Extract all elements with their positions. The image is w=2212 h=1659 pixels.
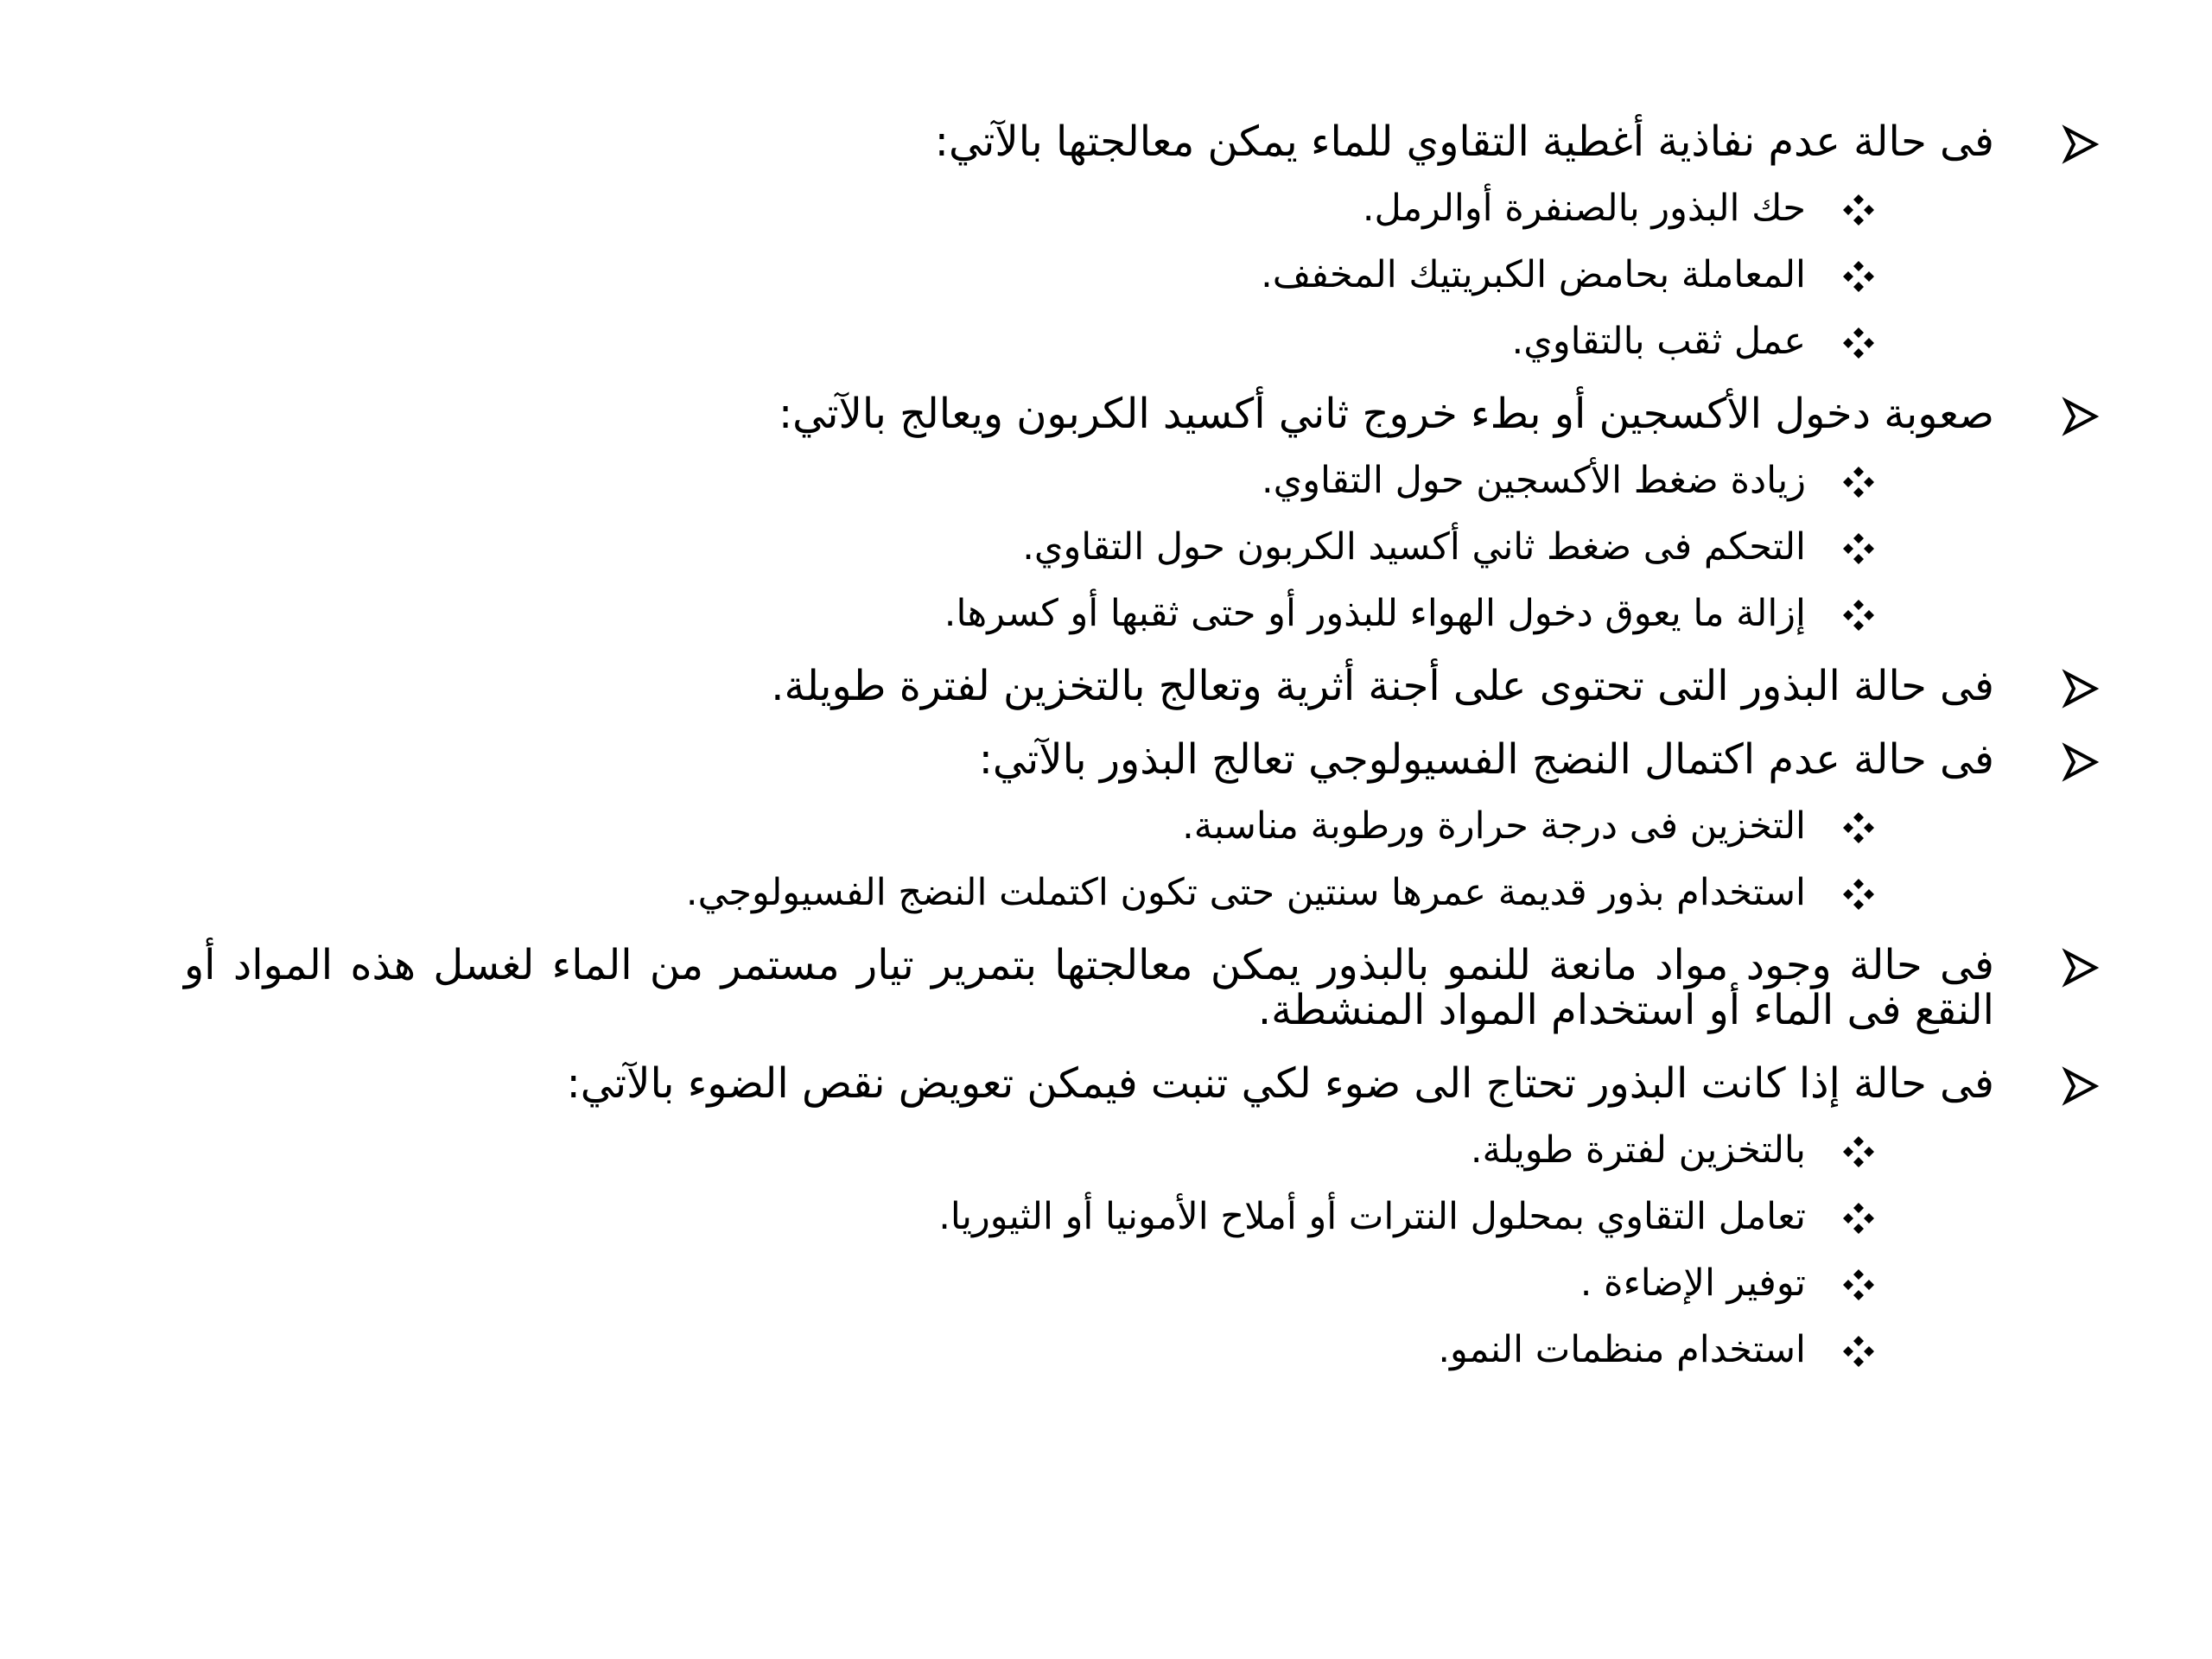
arrowhead-bullet-icon: [2059, 946, 2102, 989]
sub-bullet-item: [184, 253, 1994, 296]
diamond-bullet-icon: [1840, 257, 1878, 296]
sub-bullet-item: [184, 459, 1994, 502]
sub-bullet-text: زيادة ضغط الأكسجين حول التقاوي.: [1261, 459, 1806, 502]
diamond-bullet-icon: [1840, 530, 1878, 568]
main-bullet-item: [184, 943, 2102, 1033]
diamond-bullet-icon: [1840, 463, 1878, 501]
main-bullet-text: فى حالة البذور التى تحتوى على أجنة أثرية وتعالج بالتخزين لفترة طويلة.: [771, 662, 1994, 710]
sub-bullet-text: استخدام بذور قديمة عمرها سنتين حتى تكون اكتملت النضج الفسيولوجي.: [685, 871, 1806, 914]
sub-bullet-item: [184, 804, 1994, 848]
diamond-bullet-icon: [1840, 191, 1878, 229]
sub-bullet-text: عمل ثقب بالتقاوي.: [1511, 320, 1806, 363]
sub-bullet-text: بالتخزين لفترة طويلة.: [1470, 1128, 1806, 1172]
sub-bullet-item: [184, 525, 1994, 569]
sub-bullet-item: [184, 1262, 1994, 1305]
main-bullet-text: فى حالة إذا كانت البذور تحتاج الى ضوء لكي تنبت فيمكن تعويض نقص الضوء بالآتي:: [566, 1059, 1994, 1108]
sub-bullet-text: التحكم فى ضغط ثاني أكسيد الكربون حول التقاوي.: [1022, 525, 1806, 569]
main-bullet-item: [184, 119, 2102, 363]
diamond-bullet-icon: [1840, 1332, 1878, 1370]
sub-bullet-text: تعامل التقاوي بمحلول النترات أو أملاح الأمونيا أو الثيوريا.: [938, 1195, 1806, 1238]
sub-bullet-item: [184, 187, 1994, 230]
sub-bullet-list: [184, 459, 1994, 635]
arrowhead-bullet-icon: [2059, 1065, 2102, 1108]
sub-bullet-text: إزالة ما يعوق دخول الهواء للبذور أو حتى ثقبها أو كسرها.: [944, 592, 1806, 635]
sub-bullet-item: [184, 1128, 1994, 1172]
sub-bullet-list: [184, 187, 1994, 363]
diamond-bullet-icon: [1840, 1133, 1878, 1171]
diamond-bullet-icon: [1840, 875, 1878, 913]
main-bullet-item: [184, 664, 2102, 709]
arrowhead-bullet-icon: [2059, 667, 2102, 710]
arrowhead-bullet-icon: [2059, 741, 2102, 784]
bullet-list: [184, 119, 2102, 1371]
main-bullet-item: [184, 391, 2102, 635]
sub-bullet-list: [184, 804, 1994, 914]
sub-bullet-text: استخدام منظمات النمو.: [1438, 1328, 1806, 1371]
main-bullet-text: فى حالة وجود مواد مانعة للنمو بالبذور يمكن معالجتها بتمرير تيار مستمر من الماء لغسل هذه المواد أو النقع فى الماء أو استخدام المواد المنشطة.: [184, 941, 1994, 1034]
sub-bullet-item: [184, 871, 1994, 914]
arrowhead-bullet-icon: [2059, 123, 2102, 166]
main-bullet-item: [184, 1061, 2102, 1371]
sub-bullet-item: [184, 1328, 1994, 1371]
sub-bullet-item: [184, 320, 1994, 363]
diamond-bullet-icon: [1840, 324, 1878, 362]
sub-bullet-text: التخزين فى درجة حرارة ورطوبة مناسبة.: [1182, 804, 1806, 848]
sub-bullet-list: [184, 1128, 1994, 1371]
sub-bullet-item: [184, 1195, 1994, 1238]
sub-bullet-text: توفير الإضاءة .: [1580, 1262, 1806, 1305]
diamond-bullet-icon: [1840, 596, 1878, 634]
main-bullet-item: [184, 737, 2102, 914]
sub-bullet-item: [184, 592, 1994, 635]
diamond-bullet-icon: [1840, 809, 1878, 847]
arrowhead-bullet-icon: [2059, 395, 2102, 438]
diamond-bullet-icon: [1840, 1266, 1878, 1304]
main-bullet-text: فى حالة عدم نفاذية أغطية التقاوي للماء يمكن معالجتها بالآتي:: [934, 118, 1994, 166]
sub-bullet-text: حك البذور بالصنفرة أوالرمل.: [1362, 187, 1806, 230]
diamond-bullet-icon: [1840, 1199, 1878, 1237]
main-bullet-text: صعوبة دخول الأكسجين أو بطء خروج ثاني أكسيد الكربون ويعالج بالآتي:: [778, 390, 1994, 438]
sub-bullet-text: المعاملة بحامض الكبريتيك المخفف.: [1261, 253, 1806, 296]
main-bullet-text: فى حالة عدم اكتمال النضج الفسيولوجي تعالج البذور بالآتي:: [978, 735, 1994, 784]
